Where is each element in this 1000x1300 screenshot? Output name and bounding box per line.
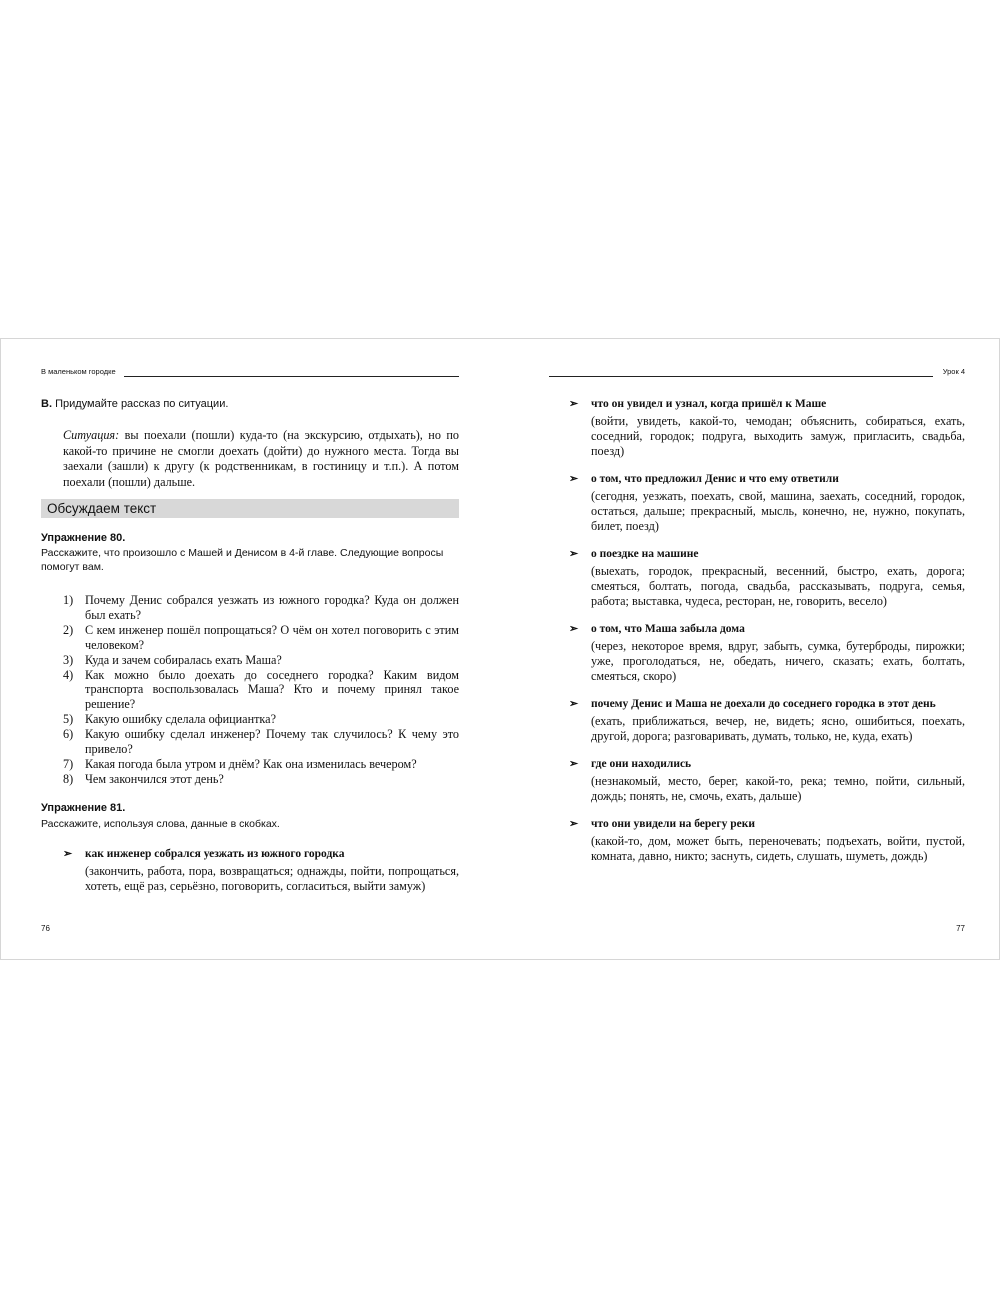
situation-paragraph [63, 428, 459, 490]
running-head-right [549, 367, 965, 379]
exercise-80-description: Расскажите, что произошло с Машей и Денисом в 4-й главе. Следующие вопросы помогут вам. [41, 547, 444, 573]
right-page [549, 339, 965, 961]
bullet-words: (какой-то, дом, может быть, переночевать; подъехать, войти, пустой, комната, давно, никто; заснуть, сидеть, слушать, шуметь, дождь) [591, 834, 965, 863]
bullet-item [569, 397, 965, 459]
bullet-head [63, 847, 459, 862]
bullet-head [569, 697, 965, 712]
bullet-head-text: что они увидели на берегу реки [591, 818, 755, 830]
arrow-bullet-icon: ➢ [569, 548, 579, 560]
question-number: 4) [63, 667, 74, 682]
bullet-head-text: о том, что Маша забыла дома [591, 623, 745, 635]
question-item [63, 757, 459, 772]
question-item [63, 653, 459, 668]
question-text: С кем инженер пошёл попрощаться? О чём он хотел поговорить с этим человеком? [85, 622, 459, 652]
bullet-words: (через, некоторое время, вдруг, забыть, сумка, бутерброды, пирожки; уже, проголодаться, не, обедать, ничего, сказать; ехать, болтать, смеяться, скоро) [591, 639, 965, 683]
question-text: Как можно было доехать до соседнего городка? Каким видом транспорта воспользовалась Маша? Кто и почему принял такое решение? [85, 667, 459, 712]
question-item [63, 772, 459, 787]
left-page [41, 339, 459, 961]
running-head-rule [124, 376, 459, 378]
book-spread [0, 338, 1000, 960]
exercise-81-title: Упражнение 81. [41, 802, 126, 814]
bullet-head-text: о поездке на машине [591, 548, 699, 560]
page-number-right: 77 [956, 924, 965, 933]
question-number: 8) [63, 771, 74, 786]
exercise-81-description: Расскажите, используя слова, данные в скобках. [41, 818, 280, 830]
arrow-bullet-icon: ➢ [63, 848, 73, 860]
bullet-head [569, 757, 965, 772]
bullet-head-text: где они находились [591, 758, 692, 770]
bullet-head [569, 622, 965, 637]
question-text: Куда и зачем собиралась ехать Маша? [85, 652, 282, 667]
page-number-left: 76 [41, 924, 50, 933]
bullet-head [569, 472, 965, 487]
question-list [63, 593, 459, 787]
task-b-letter: В. [41, 398, 52, 410]
bullet-words: (выехать, городок, прекрасный, весенний, быстро, ехать, дорога; смеяться, болтать, погода, свадьба, рассказывать, подруга, семья, работа; выставка, чудеса, ресторан, не, говорить, весело) [591, 564, 965, 608]
situation-label: Ситуация: [63, 428, 120, 442]
bullet-head [569, 397, 965, 412]
bullet-head-text: что он увидел и узнал, когда пришёл к Маше [591, 398, 827, 410]
question-number: 2) [63, 622, 74, 637]
bullet-words: (сегодня, уезжать, поехать, свой, машина, заехать, соседний, городок, остаться, дальше; прекрасный, мысль, конечно, не, нужно, покупать, билет, поезд) [591, 489, 965, 533]
bullet-words: (закончить, работа, пора, возвращаться; однажды, пойти, попрощаться, хотеть, ещё раз, серьёзно, поговорить, согласиться, выйти замуж) [85, 864, 459, 893]
question-number: 1) [63, 593, 74, 607]
running-head-text: Урок 4 [942, 367, 965, 376]
question-item [63, 623, 459, 653]
bullet-item [569, 757, 965, 804]
arrow-bullet-icon: ➢ [569, 698, 579, 710]
question-number: 6) [63, 727, 74, 742]
bullet-item [569, 547, 965, 609]
question-item [63, 668, 459, 713]
bullet-head-text: почему Денис и Маша не доехали до соседнего городка в этот день [591, 698, 936, 710]
arrow-bullet-icon: ➢ [569, 758, 579, 770]
bullet-words: (войти, увидеть, какой-то, чемодан; объяснить, собираться, ехать, соседний, городок; подруга, выходить замуж, пригласить, свадьба, поезд) [591, 414, 965, 458]
bullet-item [569, 622, 965, 684]
bullet-head-text: о том, что предложил Денис и что ему ответили [591, 473, 839, 485]
bullet-head [569, 817, 965, 832]
bullet-head [569, 547, 965, 562]
question-text: Чем закончился этот день? [85, 771, 224, 786]
arrow-bullet-icon: ➢ [569, 473, 579, 485]
task-b-text: Придумайте рассказ по ситуации. [55, 398, 229, 410]
question-text: Какая погода была утром и днём? Как она изменилась вечером? [85, 756, 417, 771]
running-head-text: В маленьком городке [41, 367, 116, 376]
question-item [63, 593, 459, 623]
question-number: 5) [63, 712, 74, 727]
exercise-80-title: Упражнение 80. [41, 532, 126, 544]
question-item [63, 712, 459, 727]
bullet-head-text: как инженер собрался уезжать из южного городка [85, 848, 345, 860]
arrow-bullet-icon: ➢ [569, 818, 579, 830]
situation-text: вы поехали (пошли) куда-то (на экскурсию, отдыхать), но по какой-то причине не смогли доехать (дойти) до нужного места. Тогда вы заехали (зашли) к другу (к родственникам, в гостиницу и т.п.). А потом поехали (пошли) дальше. [63, 428, 459, 489]
bullet-words: (незнакомый, место, берег, какой-то, река; темно, пойти, сильный, дождь; понять, не, смочь, ехать, дальше) [591, 774, 965, 803]
running-head-rule [549, 376, 933, 378]
bullet-item [569, 817, 965, 864]
task-b [41, 398, 228, 410]
question-number: 3) [63, 652, 74, 667]
question-text: Какую ошибку сделала официантка? [85, 712, 276, 727]
question-item [63, 727, 459, 757]
question-text: Какую ошибку сделал инженер? Почему так случилось? К чему это привело? [85, 727, 459, 757]
question-number: 7) [63, 756, 74, 771]
bullet-words: (ехать, приближаться, вечер, не, видеть; ясно, ошибиться, поехать, другой, дорога; разговаривать, думать, только, не, куда, ехать) [591, 714, 965, 743]
running-head-left [41, 367, 459, 379]
section-title: Обсуждаем текст [41, 499, 459, 518]
bullet-item [63, 847, 459, 894]
bullet-item [569, 472, 965, 534]
bullet-item [569, 697, 965, 744]
question-text: Почему Денис собрался уезжать из южного городка? Куда он должен был ехать? [85, 593, 459, 622]
arrow-bullet-icon: ➢ [569, 623, 579, 635]
arrow-bullet-icon: ➢ [569, 398, 579, 410]
